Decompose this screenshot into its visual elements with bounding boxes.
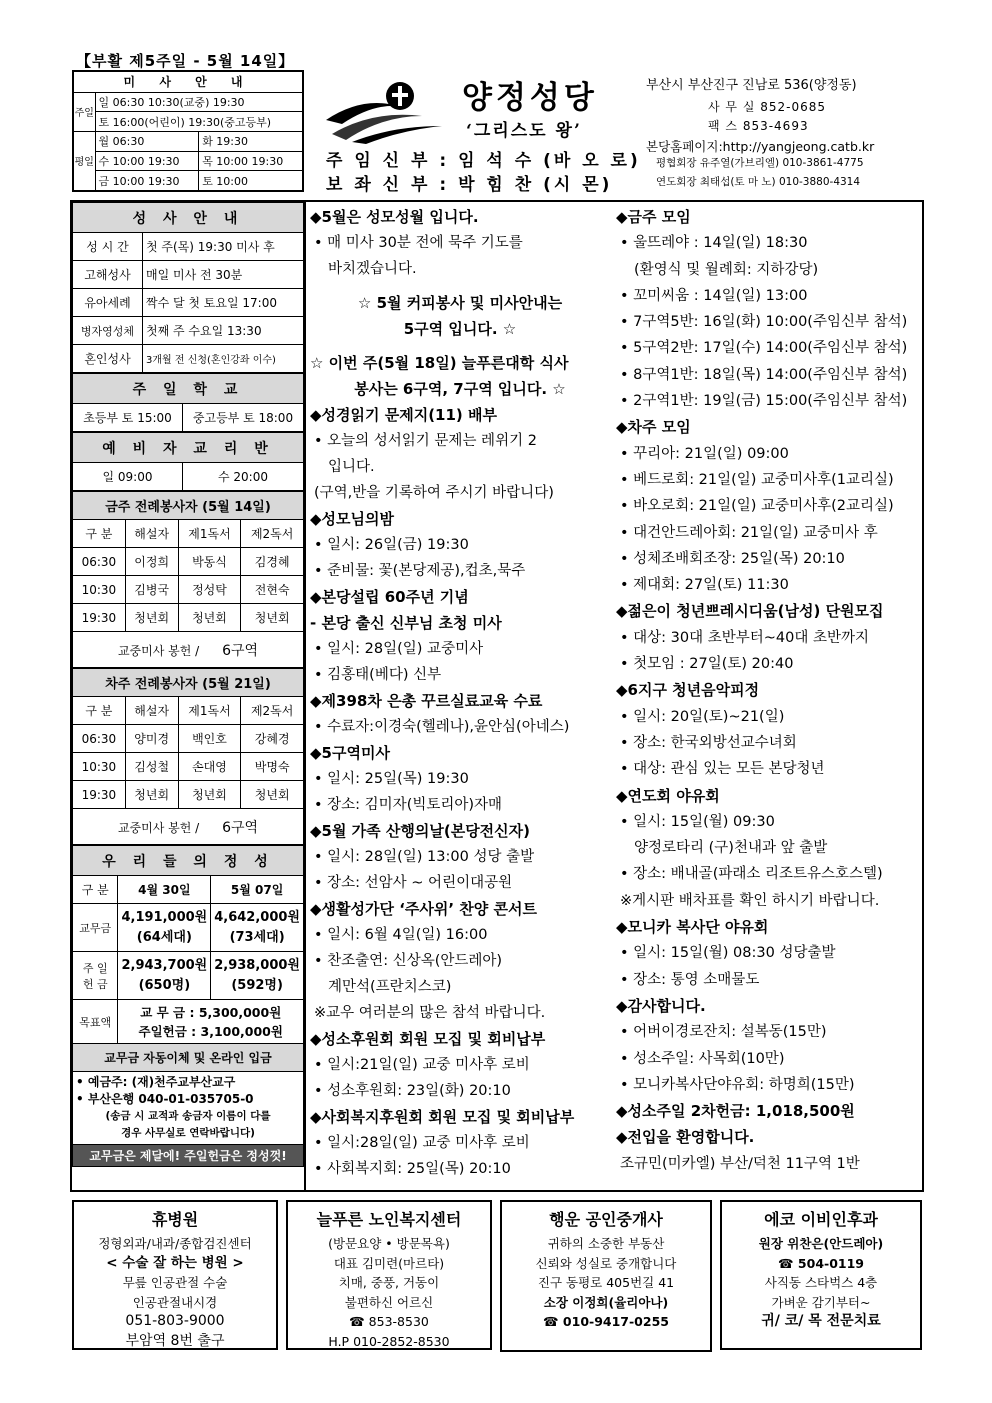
table-cell: 박명숙 <box>241 753 304 781</box>
mass-row: 일 06:30 10:30(교중) 19:30 <box>95 92 303 112</box>
left-sidebar <box>72 202 304 1167</box>
column-divider <box>304 202 306 1190</box>
notice-line: • 어버이경로잔치: 설복동(15만) <box>620 1024 827 1041</box>
notice-line: 바치겠습니다. <box>328 261 417 277</box>
count: (73세대) <box>229 929 285 945</box>
ad-title: 에코 이비인후과 <box>764 1210 878 1229</box>
notice-line: 계만석(프란치스코) <box>328 979 452 995</box>
ad-line: 진구 동평로 405번길 41 <box>537 1275 675 1290</box>
account-info <box>73 1072 304 1145</box>
table-cell <box>118 904 211 952</box>
table-cell: 강혜경 <box>241 725 304 753</box>
notice-heading: ◆6지구 청년음악피정 <box>616 681 760 700</box>
notice-heading: ◆성소후원회 회원 모집 및 회비납부 <box>310 1030 546 1048</box>
ad-line: H.P 010-2852-8530 <box>328 1333 450 1349</box>
office-phone: 사 무 실 852-0685 <box>708 100 826 114</box>
fax-number: 팩 스 853-4693 <box>708 119 809 133</box>
table-cell: 청년회 <box>178 604 241 632</box>
notice-heading: ◆사회복지후원회 회원 모집 및 회비납부 <box>310 1108 575 1126</box>
table-cell: 이정희 <box>125 548 178 576</box>
table-header: 해설자 <box>125 697 178 725</box>
sacrament-label: 병자영성체 <box>73 317 143 345</box>
catechumen-table <box>72 432 304 491</box>
mass-cell: 목 10:00 19:30 <box>199 151 303 171</box>
table-cell <box>211 952 304 1000</box>
school-elem: 초등부 토 15:00 <box>73 404 183 432</box>
ad-welfare-center <box>286 1200 492 1350</box>
amount: 4,191,000원 <box>121 909 208 925</box>
notice-line: • 성소후원회: 23일(화) 20:10 <box>314 1083 511 1099</box>
ad-line: 신뢰와 성실로 중개합니다 <box>535 1255 677 1271</box>
table-cell: 06:30 <box>73 725 126 753</box>
notice-heading: ◆젊은이 청년쁘레시디움(남성) 단원모집 <box>616 602 884 621</box>
notice-line: • 장소: 선암사 ~ 어린이대공원 <box>314 875 513 891</box>
offering-title: 우 리 들 의 정 성 <box>73 846 304 876</box>
church-name: 양정성당 <box>462 80 598 116</box>
church-address: 부산시 부산진구 진남로 536(양정동) <box>646 78 857 93</box>
table-header: 제2독서 <box>241 520 304 548</box>
table-cell: 백인호 <box>178 725 241 753</box>
sacrament-label: 혼인성사 <box>73 345 143 373</box>
table-cell: 김성철 <box>125 753 178 781</box>
ad-line: 원장 위찬은(안드레아) <box>758 1236 884 1251</box>
sacrament-title: 성 사 안 내 <box>73 203 304 233</box>
notice-line: • 대건안드레아회: 21일(일) 교중미사 후 <box>620 524 878 541</box>
bulletin-date: 【부활 제5주일 - 5월 14일】 <box>76 52 295 70</box>
notice-line: • 오늘의 성서읽기 문제는 레위기 2 <box>314 433 537 449</box>
table-header: 구 분 <box>73 876 118 904</box>
ad-line: 부암역 8번 출구 <box>125 1332 225 1349</box>
table-cell: 정성탁 <box>178 576 241 604</box>
ad-real-estate <box>500 1200 712 1352</box>
notice-line: • 꼬미씨움 : 14일(일) 13:00 <box>620 287 808 304</box>
notice-line: • 바오로회: 21일(일) 교중미사후(2교리실) <box>620 498 894 515</box>
auto-transfer-title: 교무금 자동이체 및 온라인 입금 <box>73 1044 304 1072</box>
table-cell: 10:30 <box>73 576 126 604</box>
memorial-president: 연도회장 최태섭(토 마 노) 010-3880-4314 <box>656 176 861 188</box>
notice-heading: ◆본당설립 60주년 기념 <box>310 588 469 606</box>
notice-line: ※교우 여러분의 많은 참석 바랍니다. <box>314 1005 546 1021</box>
amount: 2,943,700원 <box>121 957 208 973</box>
goal-tithe: 교 무 금 : 5,300,000원 <box>140 1004 282 1020</box>
amount: 4,642,000원 <box>214 909 300 925</box>
table-cell: 청년회 <box>241 604 304 632</box>
notice-line: • 수료자:이경숙(헬레나),윤안심(아네스) <box>314 719 570 735</box>
notice-line: • 일시: 25일(목) 19:30 <box>314 771 469 787</box>
ad-hospital <box>72 1200 278 1350</box>
notice-heading: 5구역 입니다. ☆ <box>403 320 517 338</box>
catechumen-title: 예 비 자 교 리 반 <box>73 433 304 463</box>
row-label: 주 일 헌 금 <box>73 952 118 1000</box>
notice-heading: ◆전입을 환영합니다. <box>616 1128 755 1147</box>
notice-line: • 성소주일: 사목회(10만) <box>620 1050 785 1067</box>
table-header: 5월 07일 <box>211 876 304 904</box>
table-header: 제1독서 <box>178 697 241 725</box>
table-header: 제1독서 <box>178 520 241 548</box>
sacrament-label: 성 시 간 <box>73 233 143 261</box>
school-mid: 중고등부 토 18:00 <box>183 404 304 432</box>
notice-line: 양정로타리 (구)천내과 앞 출발 <box>634 840 828 857</box>
ad-line: 무릎 인공관절 수술 <box>122 1275 228 1290</box>
count: (592명) <box>231 977 283 993</box>
table-cell: 박동식 <box>178 548 241 576</box>
notice-heading: - 본당 출신 신부님 초청 미사 <box>310 614 502 632</box>
notice-line: • 준비물: 꽃(본당제공),컵초,묵주 <box>314 563 526 579</box>
offering-row <box>73 809 304 845</box>
ad-line: 정형외과/내과/종합검진센터 <box>98 1236 252 1251</box>
goal-cell <box>118 1000 304 1044</box>
notice-heading: ☆ 5월 커피봉사 및 미사안내는 <box>357 294 563 312</box>
mass-cell: 월 06:30 <box>95 131 199 151</box>
mass-cell: 화 19:30 <box>199 131 303 151</box>
weekday-label: 평일 <box>73 131 95 191</box>
ad-line: 051-803-9000 <box>125 1313 225 1329</box>
table-header: 해설자 <box>125 520 178 548</box>
servers-next-title: 차주 전례봉사자 (5월 21일) <box>73 669 304 697</box>
notice-line: • 김홍태(베다) 신부 <box>314 667 442 683</box>
offering-zone: 6구역 <box>222 819 259 836</box>
ad-line: 치매, 중풍, 거동이 <box>338 1275 440 1290</box>
ad-line: 불편하신 어르신 <box>344 1294 434 1310</box>
notice-line: • 일시: 15일(월) 09:30 <box>620 813 775 830</box>
notice-line: • 8구역1반: 18일(목) 14:00(주임신부 참석) <box>620 366 908 383</box>
mass-cell: 금 10:00 19:30 <box>95 171 199 191</box>
table-header: 구 분 <box>73 697 126 725</box>
notice-line: • 대상: 30대 초반부터~40대 초반까지 <box>620 629 870 646</box>
ad-line: < 수술 잘 하는 병원 > <box>106 1254 244 1271</box>
ad-line: 소장 이정희(율리아나) <box>543 1294 669 1310</box>
notice-heading: ◆성소주일 2차헌금: 1,018,500원 <box>616 1102 855 1121</box>
mass-title: 미 사 안 내 <box>73 71 303 92</box>
servers-this-title: 금주 전례봉사자 (5월 14일) <box>73 492 304 520</box>
notice-line: • 일시: 26일(금) 19:30 <box>314 537 469 553</box>
ad-line: 가벼운 감기부터~ <box>771 1294 871 1310</box>
notice-heading: ◆차주 모임 <box>616 418 691 437</box>
pastor-name: 주 임 신 부 : 임 석 수 (바 오 로) <box>326 151 641 171</box>
ad-line: ☎ 504-0119 <box>778 1255 864 1271</box>
notice-line: • 일시: 6월 4일(일) 16:00 <box>314 927 488 943</box>
table-header: 구 분 <box>73 520 126 548</box>
notice-line: • 일시: 28일(일) 교중미사 <box>314 641 484 657</box>
notice-heading: ◆제398차 은총 꾸르실료교육 수료 <box>310 692 543 710</box>
ad-line: 귀/ 코/ 목 전문치료 <box>761 1313 881 1329</box>
ad-line: 인공관절내시경 <box>132 1294 218 1310</box>
offering-slogan: 교무금은 제달에! 주일헌금은 정성껏! <box>73 1145 304 1167</box>
notice-heading: ◆성경읽기 문제지(11) 배부 <box>310 406 497 424</box>
notice-line: • 장소: 통영 소매물도 <box>620 971 760 988</box>
ad-ent-clinic <box>720 1200 922 1350</box>
table-cell: 김경혜 <box>241 548 304 576</box>
offering-table <box>72 845 304 1167</box>
notice-heading: ◆감사합니다. <box>616 996 706 1015</box>
mass-cell: 토 10:00 <box>199 171 303 191</box>
table-header: 4월 30일 <box>118 876 211 904</box>
sacrament-value: 짝수 달 첫 토요일 17:00 <box>143 289 304 317</box>
table-cell: 김병국 <box>125 576 178 604</box>
right-notices-column <box>616 204 921 1177</box>
account-holder: • 예금주: (재)천주교부산교구 <box>76 1075 236 1089</box>
middle-notices-column <box>310 204 610 1182</box>
table-cell <box>211 904 304 952</box>
mass-schedule-table <box>72 70 304 192</box>
notice-line: • 일시:28일(일) 교중 미사후 로비 <box>314 1135 530 1151</box>
ad-line: 사직동 스타벅스 4층 <box>764 1275 878 1290</box>
account-note: (송금 시 교적과 송금자 이름이 다를 <box>105 1110 271 1122</box>
sacrament-label: 고해성사 <box>73 261 143 289</box>
notice-line: • 장소: 배내골(파래소 리조트유스호스텔) <box>620 866 883 883</box>
notice-line: • 5구역2반: 17일(수) 14:00(주임신부 참석) <box>620 340 908 357</box>
table-header: 제2독서 <box>241 697 304 725</box>
assistant-priest-name: 보 좌 신 부 : 박 힘 찬 (시 몬) <box>326 175 613 195</box>
notice-heading: ◆생활성가단 ‘주사위’ 찬양 콘서트 <box>310 900 537 918</box>
notice-heading: ◆금주 모임 <box>616 208 691 226</box>
notice-heading: 봉사는 6구역, 7구역 입니다. ☆ <box>354 380 566 398</box>
notice-line: • 7구역5반: 16일(화) 10:00(주임신부 참석) <box>620 314 908 331</box>
amount: 2,938,000원 <box>214 957 300 973</box>
notice-heading: ☆ 이번 주(5월 18일) 늘푸른대학 식사 <box>310 354 569 372</box>
notice-line: • 사회복지회: 25일(목) 20:10 <box>314 1161 511 1177</box>
notice-line: • 일시: 20일(토)~21(일) <box>620 708 785 725</box>
notice-line: • 베드로회: 21일(일) 교중미사후(1교리실) <box>620 471 894 488</box>
table-cell: 청년회 <box>241 781 304 809</box>
homepage-link[interactable]: 본당홈페이지:http://yangjeong.catb.kr <box>646 139 875 154</box>
sacrament-value: 매일 미사 전 30분 <box>143 261 304 289</box>
ad-line: ☎ 853-8530 <box>349 1314 429 1329</box>
ad-title: 휴병원 <box>151 1210 199 1229</box>
notice-line: • 성체조배회조장: 25일(목) 20:10 <box>620 550 845 567</box>
count: (64세대) <box>136 929 192 945</box>
notice-heading: ◆연도회 야유회 <box>616 786 720 805</box>
notice-line: • 대상: 관심 있는 모든 본당청년 <box>620 761 825 778</box>
mass-row: 토 16:00(어린이) 19:30(중고등부) <box>95 112 303 132</box>
servers-this-week-table <box>72 491 304 668</box>
table-cell: 19:30 <box>73 604 126 632</box>
offering-label: 교중미사 봉헌 / <box>117 643 200 658</box>
school-title: 주 일 학 교 <box>73 374 304 404</box>
catechumen-sun: 일 09:00 <box>73 463 183 491</box>
church-subtitle: ‘그리스도 왕’ <box>466 121 582 141</box>
council-president: 평협회장 유주열(가브리엘) 010-3861-4775 <box>656 157 864 169</box>
catechumen-wed: 수 20:00 <box>183 463 304 491</box>
notice-line: • 일시:21일(일) 교중 미사후 로비 <box>314 1057 530 1073</box>
notice-heading: ◆5월 가족 산행의날(본당전신자) <box>310 822 531 840</box>
ad-line: (방문요양 • 방문목욕) <box>328 1236 450 1251</box>
table-cell <box>118 952 211 1000</box>
notice-line: 입니다. <box>328 459 375 475</box>
account-note: 경우 사무실로 연락바랍니다) <box>121 1127 255 1139</box>
notice-line: • 일시: 28일(일) 13:00 성당 출발 <box>314 849 535 865</box>
mass-cell: 수 10:00 19:30 <box>95 151 199 171</box>
notice-line: 조규민(미카엘) 부산/덕천 11구역 1반 <box>620 1155 860 1172</box>
table-cell: 손대영 <box>178 753 241 781</box>
notice-line: (구역,반을 기록하여 주시기 바랍니다) <box>314 485 554 501</box>
offering-label: 교중미사 봉헌 / <box>117 820 200 835</box>
sunday-label: 주일 <box>73 92 95 131</box>
notice-line: • 장소: 한국외방선교수녀회 <box>620 734 797 751</box>
servers-next-week-table <box>72 668 304 845</box>
notice-line: • 꾸리아: 21일(일) 09:00 <box>620 445 789 462</box>
table-cell: 청년회 <box>125 604 178 632</box>
sacrament-value: 첫째 주 수요일 13:30 <box>143 317 304 345</box>
notice-line: • 매 미사 30분 전에 묵주 기도를 <box>314 235 523 251</box>
account-number: • 부산은행 040-01-035705-0 <box>76 1092 254 1106</box>
sacrament-value: 첫 주(목) 19:30 미사 후 <box>143 233 304 261</box>
notice-line: • 첫모임 : 27일(토) 20:40 <box>620 656 794 673</box>
notice-line: • 모니카복사단야유회: 하명희(15만) <box>620 1076 855 1093</box>
notice-line: • 제대회: 27일(토) 11:30 <box>620 577 789 594</box>
notice-line: ※게시판 배차표를 확인 하시기 바랍니다. <box>620 892 880 909</box>
ad-line: ☎ 010-9417-0255 <box>543 1314 669 1329</box>
notice-line: • 일시: 15일(월) 08:30 성당출발 <box>620 945 836 962</box>
ad-line: 귀하의 소중한 부동산 <box>547 1236 665 1251</box>
notice-line: • 장소: 김미자(빅토리아)자매 <box>314 797 503 813</box>
table-cell: 양미경 <box>125 725 178 753</box>
table-cell: 청년회 <box>125 781 178 809</box>
spacer <box>310 282 610 290</box>
sunday-school-table <box>72 373 304 432</box>
offering-zone: 6구역 <box>222 642 259 659</box>
church-logo <box>322 76 450 144</box>
sacrament-table <box>72 202 304 373</box>
table-cell: 19:30 <box>73 781 126 809</box>
ad-title: 행운 공인중개사 <box>549 1210 663 1229</box>
spacer <box>310 342 610 350</box>
notice-heading: ◆성모님의밤 <box>310 510 394 528</box>
ad-title: 늘푸른 노인복지센터 <box>316 1210 462 1229</box>
notice-line: • 2구역1반: 19일(금) 15:00(주임신부 참석) <box>620 393 908 410</box>
table-cell: 청년회 <box>178 781 241 809</box>
table-cell: 06:30 <box>73 548 126 576</box>
table-cell: 전현숙 <box>241 576 304 604</box>
notice-heading: ◆모니카 복사단 야유회 <box>616 918 769 937</box>
notice-heading: ◆5월은 성모성월 입니다. <box>310 208 479 226</box>
notice-line: • 찬조출연: 신상옥(안드레아) <box>314 953 503 969</box>
sacrament-label: 유아세례 <box>73 289 143 317</box>
ad-line: 대표 김미련(마르타) <box>333 1255 445 1271</box>
count: (650명) <box>138 977 191 993</box>
notice-heading: ◆5구역미사 <box>310 744 390 762</box>
notice-line: • 울뜨레야 : 14일(일) 18:30 <box>620 235 808 252</box>
row-label: 목표액 <box>73 1000 118 1044</box>
notice-line: (환영식 및 월례회: 지하강당) <box>634 261 819 278</box>
sacrament-value: 3개월 전 신청(혼인강좌 이수) <box>143 345 304 373</box>
row-label: 교무금 <box>73 904 118 952</box>
table-cell: 10:30 <box>73 753 126 781</box>
goal-collection: 주일헌금 : 3,100,000원 <box>138 1023 283 1039</box>
offering-row <box>73 632 304 668</box>
